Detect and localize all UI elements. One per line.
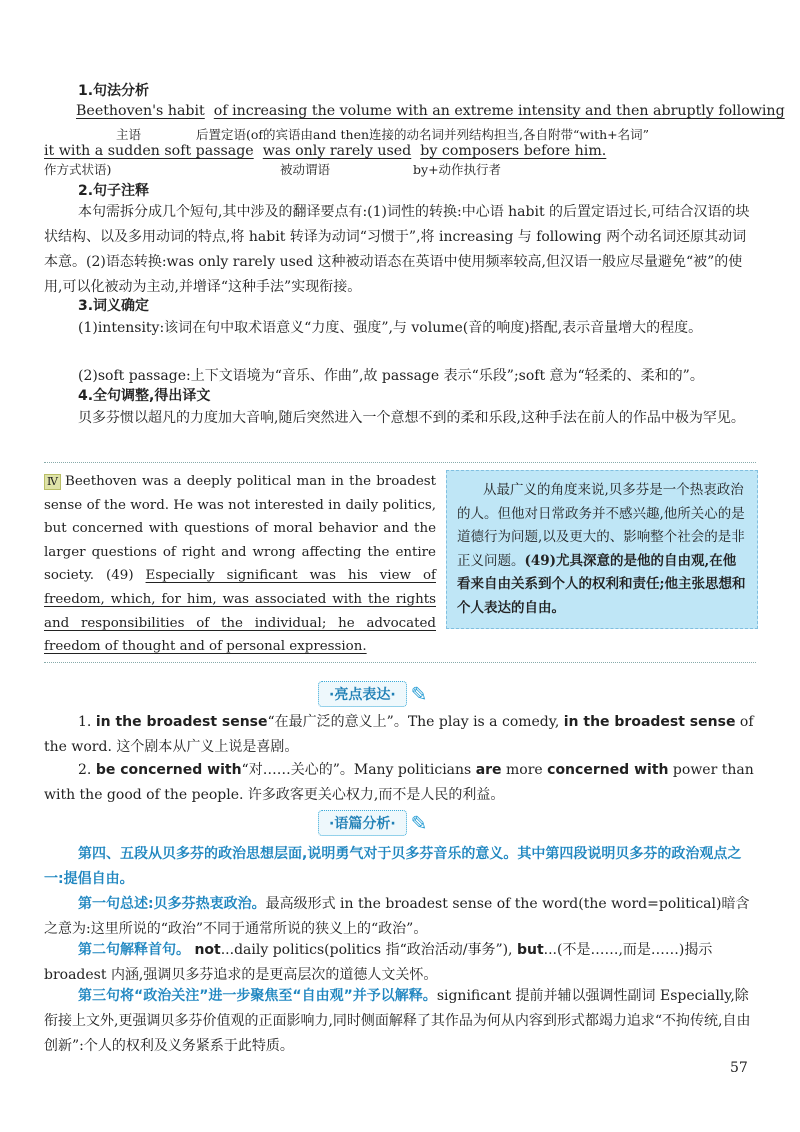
analysis-2-rest: 最高级形式 in the broadest sense of the word(the word=political)暗含之意为:这里所说的“政治”不同于通常所说的狭义上的“政治”。: [44, 896, 750, 937]
attribute-phrase: of increasing the volume with an extreme intensity and then abruptly following: [213, 103, 785, 119]
section3-item2: (2)soft passage:上下文语境为“音乐、作曲”,故 passage 表示“乐段”;soft 意为“轻柔的、柔和的”。: [78, 368, 704, 384]
section3-heading: 3.词义确定: [78, 298, 150, 314]
paragraph-4-plain: Beethoven was a deeply political man in the broadest sense of the word. He was not interested in daily politics, but concerned with questions of moral behavior and the larger questions of right and wrong affecting the entire society. (49): [44, 474, 436, 584]
highlight-1-tail: of the word. 这个剧本从广义上说是喜剧。: [44, 714, 754, 755]
paragraph-separator: [44, 662, 756, 663]
section-separator: [44, 462, 756, 463]
section2-heading: 2.句子注释: [78, 183, 150, 199]
sentence-line-1: [76, 103, 785, 119]
analysis-title: ·语篇分析·: [318, 810, 407, 836]
analysis-paragraph-4: [44, 984, 756, 1059]
subject-phrase: Beethoven's habit: [76, 103, 205, 119]
page-number: 57: [730, 1060, 748, 1076]
translation-49-bold: (49)尤具深意的是他的自由观,在他看来自由关系到个人的权利和责任;他主张思想和个人表达的自由。: [457, 552, 746, 616]
analysis-4-head: 第三句将“政治关注”进一步聚焦至“自由观”并予以解释。: [78, 988, 437, 1004]
highlight-1-example-phrase: in the broadest sense: [563, 714, 736, 730]
highlights-title: ·亮点表达·: [318, 681, 407, 707]
analysis-3-not: not: [194, 942, 221, 958]
translation-plain: 从最广义的角度来说,贝多芬是一个热衷政治的人。但他对日常政务并不感兴趣,他所关心的是道德行为问题,以及更大的、影响整个社会的是非正义问题。: [457, 482, 745, 569]
analysis-3-head: 第二句解释首句。: [78, 942, 190, 958]
highlight-1-phrase: in the broadest sense: [95, 714, 268, 730]
highlight-2-phrase: be concerned with: [95, 762, 242, 778]
manner-phrase: it with a sudden soft passage: [44, 143, 254, 159]
highlight-2-are: are: [475, 762, 502, 778]
analysis-header: [318, 810, 427, 836]
highlight-2-num: 2.: [78, 762, 92, 778]
analysis-paragraph-1: 第四、五段从贝多芬的政治思想层面,说明勇气对于贝多芬音乐的意义。其中第四段说明贝多芬的政治观点之一:提倡自由。: [44, 846, 742, 887]
highlight-2-gloss: “对……关心的”。Many politicians: [241, 762, 476, 778]
analysis-3-but: but: [516, 942, 544, 958]
label-attribute: 后置定语(of的宾语由and then连接的动名词并列结构担当,各自附带“with+名词”: [196, 127, 650, 142]
pen-icon: ✎: [410, 682, 428, 706]
paragraph-4-translation-box: [446, 470, 758, 629]
analysis-3-d: ...(不是……,而是……)揭示 broadest 内涵,强调贝多芬追求的是更高层次的道德人文关怀。: [44, 942, 713, 983]
highlight-2-tail: power than with the good of the people. 许多政客更关心权力,而不是人民的利益。: [44, 762, 754, 803]
analysis-4-rest: significant 提前并辅以强调性副词 Especially,除衔接上文外,更强调贝多芬价值观的正面影响力,同时侧面解释了其作品为何从内容到形式都竭力追求“不拘传统,自由创新”:个人的权利及义务紧系于此特质。: [44, 988, 751, 1054]
sentence-49-underlined: Especially significant was his view of freedom, which, for him, was associated with the rights and responsibilities of the individual; he advocated freedom of thought and of personal expression.: [44, 568, 436, 655]
highlights-header: [318, 681, 427, 707]
highlight-item-2: [44, 758, 756, 808]
label-agent: by+动作执行者: [413, 162, 502, 177]
sentence-line-2: [44, 143, 606, 159]
section1-heading: 1.句法分析: [78, 83, 150, 99]
highlight-1-gloss: “在最广泛的意义上”。The play is a comedy,: [267, 714, 560, 730]
label-passive: 被动谓语: [280, 162, 331, 177]
section2-text: 本句需拆分成几个短句,其中涉及的翻译要点有:(1)词性的转换:中心语 habit 的后置定语过长,可结合汉语的块状结构、以及多用动词的特点,将 habit 转译为动词“习惯于”,将 increasing 与 following 两个动名词还原其动词本意。(2)语态转换:was only rarely used 这种被动语态在英语中使用频率较高,但汉语一般应尽量避免“被”的使用,可以化被动为主动,并增译“这种手法”实现衔接。: [44, 204, 750, 295]
section4-text: 贝多芬惯以超凡的力度加大音响,随后突然进入一个意想不到的柔和乐段,这种手法在前人的作品中极为罕见。: [78, 410, 745, 426]
analysis-paragraph-2: [44, 892, 756, 942]
label-subject: 主语: [116, 127, 142, 142]
paragraph-4-english: [44, 470, 436, 659]
agent-phrase: by composers before him.: [420, 143, 607, 159]
highlight-2-more: more: [501, 762, 548, 778]
analysis-2-head: 第一句总述:贝多芬热衷政治。: [78, 896, 266, 912]
highlight-item-1: [44, 710, 756, 760]
label-manner: 作方式状语): [44, 162, 112, 177]
pen-icon: ✎: [410, 811, 428, 835]
highlight-2-concerned-with: concerned with: [547, 762, 669, 778]
analysis-3-b: ...daily politics(politics 指“政治活动/事务”),: [220, 942, 513, 958]
paragraph-numeral: Ⅳ: [44, 474, 61, 490]
highlight-1-num: 1.: [78, 714, 92, 730]
analysis-paragraph-3: [44, 938, 756, 988]
passive-phrase: was only rarely used: [262, 143, 412, 159]
section4-heading: 4.全句调整,得出译文: [78, 388, 211, 404]
section3-item1: (1)intensity:该词在句中取术语意义“力度、强度”,与 volume(音的响度)搭配,表示音量增大的程度。: [78, 320, 703, 336]
